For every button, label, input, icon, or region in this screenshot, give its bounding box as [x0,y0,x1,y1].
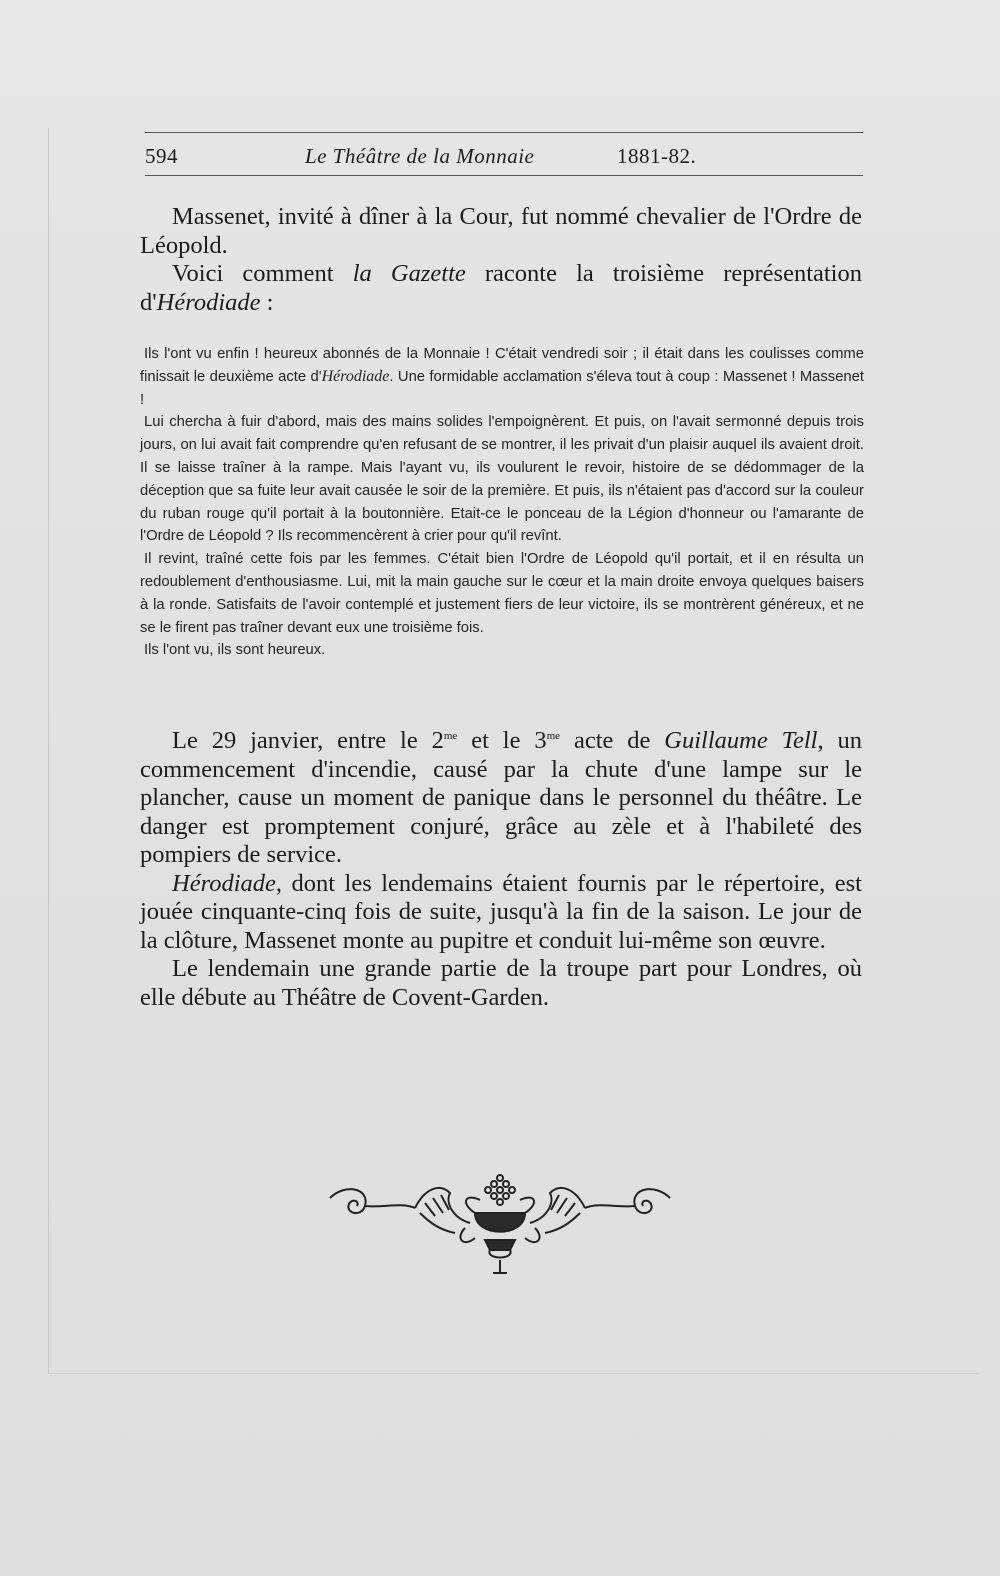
running-title: Le Théâtre de la Monnaie [305,144,535,168]
quote-paragraph-1: Ils l'ont vu enfin ! heureux abonnés de la Monnaie ! C'était vendredi soir ; il était dans les coulisses comme finissait le deuxième acte d'Hérodiade. Une formidable acclamation s'éleva tout à coup : Massenet ! Massenet ! [140,346,864,408]
body-paragraph-3: Le lendemain une grande partie de la troupe part pour Londres, où elle débute au Théâtre de Covent-Garden. [140,955,862,1011]
body-text [140,727,862,1012]
body-paragraph-1: Le 29 janvier, entre le $2^{me}$ et le $3^{me}$ acte de Guillaume Tell, un commencement d'incendie, causé par la chute d'une lampe sur le plancher, cause un moment de panique dans le personnel du théâtre. Le danger est promptement conjuré, grâce au zèle et à l'habileté des pompiers de service. [140,727,862,868]
quoted-article [140,343,864,662]
body-paragraph-2: Hérodiade, dont les lendemains étaient fournis par le répertoire, est jouée cinquante-cinq fois de suite, jusqu'à la fin de la saison. Le jour de la clôture, Massenet monte au pupitre et conduit lui-même son œuvre. [140,869,862,954]
intro-text [140,203,862,317]
quote-paragraph-2: Lui chercha à fuir d'abord, mais des mains solides l'empoignèrent. Et puis, on l'avait sermonné depuis trois jours, on lui avait fait comprendre qu'en refusant de se montrer, il les privait d'un plaisir auquel ils avaient droit. Il se laisse traîner à la rampe. Mais l'ayant vu, ils voulurent le revoir, histoire de se dédommager de la déception que sa fuite leur avait causée le soir de la première. Et puis, ils n'étaient pas d'accord sur la couleur du ruban rouge qu'il portait à la boutonnière. Etait-ce le ponceau de la Légion d'honneur ou l'amarante de l'Ordre de Léopold ? Ils recommencèrent à crier pour qu'il revînt. [140,414,864,545]
quote-paragraph-4: Ils l'ont vu, ils sont heureux. [144,642,326,659]
header-rule-bottom [145,175,863,176]
page-number: 594 [145,144,178,168]
quote-paragraph-3: Il revint, traîné cette fois par les femmes. C'était bien l'Ordre de Léopold qu'il portait, et il en résulta un redoublement d'enthousiasme. Lui, mit la main gauche sur le cœur et la main droite envoya quelques baisers à la ronde. Satisfaits de l'avoir contemplé et justement fiers de leur victoire, ils se montrèrent généreux, et ne se le firent pas traîner devant eux une troisième fois. [140,551,864,636]
griffin-vignette-icon [325,1168,675,1278]
running-head [145,140,863,170]
intro-paragraph-2: Voici comment la Gazette raconte la troisième représentation d'Hérodiade : [140,260,862,316]
intro-paragraph-1: Massenet, invité à dîner à la Cour, fut nommé chevalier de l'Ordre de Léopold. [140,203,862,259]
running-year: 1881-82. [617,144,697,168]
header-rule-top [145,132,863,133]
